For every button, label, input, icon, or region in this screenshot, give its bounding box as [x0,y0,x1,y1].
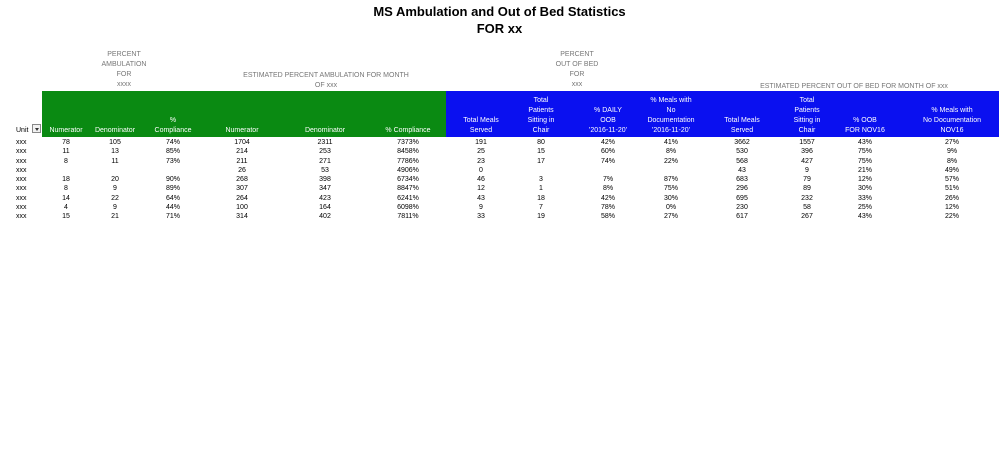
daily-oob-cell[interactable]: 78% [600,204,615,212]
col-header-line: OOB [600,117,616,124]
daily-oob-cell[interactable]: 8% [602,185,614,193]
col-header-numerator[interactable] [42,126,90,136]
meals-no-doc-cell[interactable]: 27% [663,213,678,221]
col-header-compliance[interactable] [142,116,204,136]
col-header-month-numerator[interactable] [212,126,272,136]
meals-no-doc-nov16-cell[interactable]: 27% [944,139,959,146]
denominator-cell[interactable]: 105 [109,139,121,146]
daily-oob-cell[interactable]: 60% [600,148,615,156]
month-total-meals-cell[interactable]: 695 [736,194,748,202]
oob-nov16-cell[interactable]: 12% [857,176,872,184]
col-header-line: NOV16 [940,127,964,134]
col-header-patients-sitting[interactable] [516,96,566,136]
patients-sitting-cell[interactable]: 19 [537,213,545,221]
denominator-cell[interactable]: 9 [113,185,117,193]
month-numerator-cell[interactable]: 314 [236,213,248,221]
col-header-line: Total [799,97,815,104]
patients-sitting-cell[interactable]: 7 [539,204,543,212]
month-patients-sitting-cell[interactable]: 9 [805,166,809,174]
month-patients-sitting-cell[interactable]: 427 [801,157,813,165]
col-header-line: % Meals with [931,107,973,114]
meals-no-doc-nov16-cell[interactable]: 57% [944,176,959,184]
patients-sitting-cell[interactable]: 3 [539,176,543,184]
month-patients-sitting-cell[interactable]: 267 [801,213,813,221]
month-denominator-cell[interactable]: 164 [319,204,331,212]
unit-cell[interactable]: xxx [16,213,27,221]
compliance-cell[interactable]: 64% [165,194,180,202]
label-line: xxx [571,81,583,88]
meals-no-doc-cell[interactable]: 0% [665,204,677,212]
month-compliance-cell[interactable]: 8458% [397,148,419,156]
unit-cell[interactable]: xxx [16,166,27,174]
meals-no-doc-cell[interactable]: 30% [663,194,678,202]
col-header-denominator[interactable] [90,126,140,136]
label-line: OUT OF BED [555,61,599,68]
denominator-cell[interactable]: 20 [111,176,119,184]
filter-dropdown-icon[interactable] [32,124,41,133]
table-row [0,166,999,175]
col-header-line: Compliance [154,127,192,134]
month-numerator-cell[interactable]: 1704 [234,139,250,146]
patients-sitting-cell[interactable]: 1 [539,185,543,193]
numerator-cell[interactable]: 18 [62,176,70,184]
month-numerator-cell[interactable]: 211 [236,157,248,165]
col-header-month-total-meals[interactable] [712,116,772,136]
month-total-meals-cell[interactable]: 568 [736,157,748,165]
total-meals-cell[interactable]: 23 [477,157,485,165]
month-patients-sitting-cell[interactable]: 89 [803,185,811,193]
total-meals-cell[interactable]: 25 [477,148,485,156]
estimated-oob-label: ESTIMATED PERCENT OUT OF BED FOR MONTH OF xxx [760,83,948,90]
month-total-meals-cell[interactable]: 296 [736,185,748,193]
percent-ambulation-label [95,50,153,90]
numerator-cell[interactable]: 8 [64,185,68,193]
label-line: AMBULATION [101,61,147,68]
month-total-meals-cell[interactable]: 230 [736,204,748,212]
month-denominator-cell[interactable]: 398 [319,176,331,184]
col-header-line: % [169,117,177,124]
numerator-cell[interactable]: 14 [62,194,70,202]
month-compliance-cell[interactable]: 4906% [397,166,419,174]
col-header-line: Numerator [49,127,83,134]
table-row [0,203,999,212]
estimated-ambulation-label [226,71,426,91]
month-patients-sitting-cell[interactable]: 79 [803,176,811,184]
col-header-line: '2016-11-20' [652,127,690,134]
col-header-line: Chair [798,127,816,134]
daily-oob-cell[interactable]: 58% [600,213,615,221]
table-row [0,147,999,156]
month-compliance-cell[interactable]: 8847% [397,185,419,193]
meals-no-doc-nov16-cell[interactable]: 26% [944,194,959,202]
total-meals-cell[interactable]: 9 [479,204,483,212]
col-header-line: No [666,107,676,114]
total-meals-cell[interactable]: 12 [477,185,485,193]
percent-oob-label [548,50,606,90]
oob-nov16-cell[interactable]: 30% [857,185,872,193]
denominator-cell[interactable]: 22 [111,194,119,202]
col-header-unit: Unit [16,127,29,134]
compliance-cell[interactable]: 44% [165,204,180,212]
unit-cell[interactable]: xxx [16,204,27,212]
col-header-line: Total Meals [463,117,499,124]
daily-oob-cell[interactable]: 42% [600,139,615,146]
label-line: FOR [116,71,132,78]
oob-nov16-cell[interactable]: 43% [857,139,872,146]
daily-oob-cell[interactable]: 42% [600,194,615,202]
report-subtitle: FOR xx [476,21,523,36]
month-patients-sitting-cell[interactable]: 232 [801,194,813,202]
oob-nov16-cell[interactable]: 43% [857,213,872,221]
denominator-cell[interactable]: 21 [111,213,119,221]
month-denominator-cell[interactable]: 347 [319,185,331,193]
meals-no-doc-cell[interactable]: 75% [663,185,678,193]
denominator-cell[interactable]: 9 [113,204,117,212]
month-total-meals-cell[interactable]: 617 [736,213,748,221]
unit-cell[interactable]: xxx [16,176,27,184]
col-header-meals-no-doc[interactable] [626,96,716,136]
numerator-cell[interactable]: 78 [62,139,70,146]
col-header-total-meals[interactable] [454,116,508,136]
meals-no-doc-nov16-cell[interactable]: 12% [944,204,959,212]
total-meals-cell[interactable]: 33 [477,213,485,221]
month-compliance-cell[interactable]: 7811% [397,213,419,221]
month-patients-sitting-cell[interactable]: 58 [803,204,811,212]
month-numerator-cell[interactable]: 100 [236,204,248,212]
month-numerator-cell[interactable]: 307 [236,185,248,193]
report-title: MS Ambulation and Out of Bed Statistics [373,4,626,19]
month-total-meals-cell[interactable]: 43 [738,166,746,174]
col-header-line: Documentation [647,117,695,124]
compliance-cell[interactable]: 89% [165,185,180,193]
numerator-cell[interactable]: 8 [64,157,68,165]
patients-sitting-cell[interactable]: 80 [537,139,545,146]
denominator-cell[interactable]: 11 [111,157,119,165]
compliance-cell[interactable]: 74% [165,139,180,146]
table-row [0,157,999,166]
unit-cell[interactable]: xxx [16,185,27,193]
data-table-body [0,138,999,222]
compliance-cell[interactable]: 90% [165,176,180,184]
col-header-line: No Documentation [923,117,981,124]
col-header-line: Served [730,127,754,134]
compliance-cell[interactable]: 85% [165,148,180,156]
col-header-month-compliance[interactable] [372,126,444,136]
unit-cell[interactable]: xxx [16,157,27,165]
label-line: PERCENT [107,51,141,58]
meals-no-doc-nov16-cell[interactable]: 51% [944,185,959,193]
daily-oob-cell[interactable]: 7% [602,176,614,184]
oob-nov16-cell[interactable]: 75% [857,148,872,156]
month-compliance-cell[interactable]: 7786% [397,157,419,165]
meals-no-doc-nov16-cell[interactable]: 9% [946,148,958,156]
col-header-line: Sitting in [793,117,821,124]
col-header-line: Patients [528,107,554,114]
compliance-cell[interactable]: 71% [165,213,180,221]
oob-header-band [446,91,999,137]
table-row [0,194,999,203]
month-numerator-cell[interactable]: 264 [236,194,248,202]
col-header-meals-no-doc-nov16[interactable] [908,106,996,136]
meals-no-doc-cell[interactable]: 87% [663,176,678,184]
month-denominator-cell[interactable]: 271 [319,157,331,165]
meals-no-doc-nov16-cell[interactable]: 8% [946,157,958,165]
meals-no-doc-cell[interactable]: 8% [665,148,677,156]
label-line: ESTIMATED PERCENT AMBULATION FOR MONTH [243,72,409,79]
col-header-line: Denominator [94,127,136,134]
col-header-line: % OOB [853,117,877,124]
col-header-line: % Compliance [385,127,431,134]
table-row [0,175,999,184]
unit-cell[interactable]: xxx [16,139,27,146]
total-meals-cell[interactable]: 46 [477,176,485,184]
month-numerator-cell[interactable]: 268 [236,176,248,184]
col-header-line: Served [469,127,493,134]
label-line: PERCENT [560,51,594,58]
col-header-line: Total Meals [724,117,760,124]
col-header-line: Numerator [225,127,259,134]
meals-no-doc-cell[interactable]: 41% [663,139,678,146]
col-header-line: Patients [794,107,820,114]
daily-oob-cell[interactable]: 74% [600,157,615,165]
meals-no-doc-nov16-cell[interactable]: 49% [944,166,959,174]
label-line: FOR [569,71,585,78]
col-header-month-patients-sitting[interactable] [782,96,832,136]
month-total-meals-cell[interactable]: 3662 [734,139,750,146]
col-header-line: Sitting in [527,117,555,124]
month-denominator-cell[interactable]: 402 [319,213,331,221]
col-header-line: % DAILY [594,107,622,114]
oob-nov16-cell[interactable]: 75% [857,157,872,165]
ambulation-header-band [42,91,446,137]
denominator-cell[interactable]: 13 [111,148,119,156]
month-total-meals-cell[interactable]: 530 [736,148,748,156]
table-row [0,184,999,193]
col-header-line: FOR NOV16 [845,127,885,134]
numerator-cell[interactable]: 4 [64,204,68,212]
meals-no-doc-nov16-cell[interactable]: 22% [944,213,959,221]
month-patients-sitting-cell[interactable]: 396 [801,148,813,156]
col-header-line: % Meals with [650,97,692,104]
month-denominator-cell[interactable]: 253 [319,148,331,156]
total-meals-cell[interactable]: 191 [475,139,487,146]
oob-nov16-cell[interactable]: 25% [857,204,872,212]
month-denominator-cell[interactable]: 423 [319,194,331,202]
patients-sitting-cell[interactable]: 15 [537,148,545,156]
compliance-cell[interactable]: 73% [165,157,180,165]
total-meals-cell[interactable]: 43 [477,194,485,202]
label-line: OF xxx [314,82,338,89]
numerator-cell[interactable]: 11 [62,148,70,156]
table-row [0,212,999,221]
meals-no-doc-cell[interactable]: 22% [663,157,678,165]
month-denominator-cell[interactable]: 2311 [317,139,333,146]
month-compliance-cell[interactable]: 6734% [397,176,419,184]
label-line: xxxx [117,81,131,88]
col-header-line: Denominator [304,127,346,134]
col-header-oob-nov16[interactable] [836,116,894,136]
unit-cell[interactable]: xxx [16,148,27,156]
table-row [0,138,999,147]
numerator-cell[interactable]: 15 [62,213,70,221]
month-numerator-cell[interactable]: 26 [238,166,246,174]
unit-cell[interactable]: xxx [16,194,27,202]
total-meals-cell[interactable]: 0 [479,166,483,174]
col-header-line: '2016-11-20' [589,127,627,134]
month-compliance-cell[interactable]: 7373% [397,139,419,146]
month-numerator-cell[interactable]: 214 [236,148,248,156]
oob-nov16-cell[interactable]: 33% [857,194,872,202]
col-header-line: Chair [532,127,550,134]
col-header-line: Total [533,97,549,104]
patients-sitting-cell[interactable]: 18 [537,194,545,202]
patients-sitting-cell[interactable]: 17 [537,157,545,165]
col-header-month-denominator[interactable] [288,126,362,136]
month-compliance-cell[interactable]: 6098% [397,204,419,212]
month-denominator-cell[interactable]: 53 [321,166,329,174]
month-total-meals-cell[interactable]: 683 [736,176,748,184]
month-patients-sitting-cell[interactable]: 1557 [799,139,815,146]
month-compliance-cell[interactable]: 6241% [397,194,419,202]
oob-nov16-cell[interactable]: 21% [857,166,872,174]
